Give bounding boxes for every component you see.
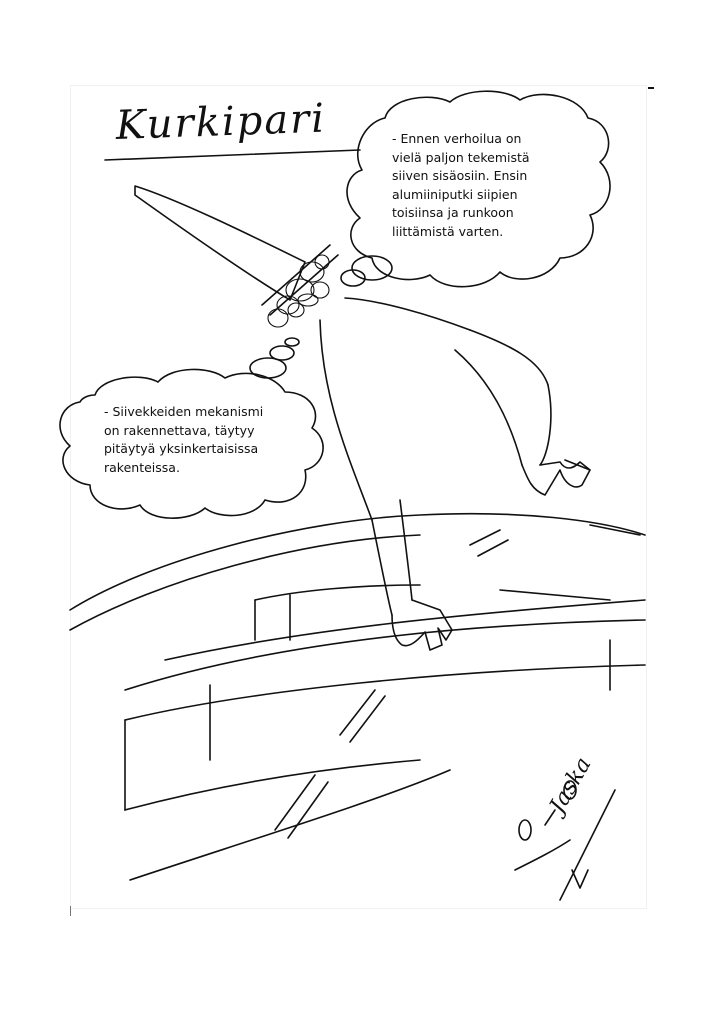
thought-line: alumiiniputki siipien <box>392 186 518 202</box>
hat-brim <box>262 245 330 305</box>
thought-line: - Siivekkeiden mekanismi <box>104 404 264 419</box>
bottom-diag-2 <box>515 840 570 870</box>
thought-line: vielä paljon tekemistä <box>392 149 530 165</box>
rib-box-d <box>500 590 610 600</box>
thought-dot-left-2 <box>270 346 294 360</box>
thought-line: - Ennen verhoilua on <box>392 131 522 146</box>
arm-right-inner <box>455 350 522 465</box>
thought-dot-left-3 <box>285 338 299 346</box>
arm-right-outer <box>540 385 551 465</box>
spar-top-2 <box>165 600 645 660</box>
rib-box-c <box>255 585 420 600</box>
thought-line: rakenteissa. <box>104 459 180 475</box>
thought-text-right <box>392 130 530 241</box>
page-title: Kurkipari <box>115 95 327 149</box>
thought-line: toisiinsa ja runkoon <box>392 205 514 220</box>
thought-line: siiven sisäosiin. Ensin <box>392 168 528 183</box>
thought-line: pitäytyä yksinkertaisissa <box>104 441 259 456</box>
hand-right <box>522 462 590 495</box>
torso-left <box>320 320 372 520</box>
arm-left-outer <box>372 520 392 615</box>
thought-dot-left-1 <box>250 358 286 378</box>
title-underline <box>105 150 360 160</box>
torso-right <box>345 298 470 330</box>
sketch-one <box>545 810 555 825</box>
thought-text-left <box>104 403 263 477</box>
rib-lower <box>125 760 420 810</box>
bar-1 <box>340 690 385 742</box>
bottom-line <box>130 770 450 880</box>
thought-line: liittämistä varten. <box>392 223 504 239</box>
spar-bottom <box>125 665 645 720</box>
hat <box>135 186 305 300</box>
hand-left <box>392 600 452 650</box>
thought-line: on rakennettava, täytyy <box>104 422 255 438</box>
bar-3 <box>470 530 508 556</box>
spar-top <box>125 620 645 690</box>
bar-2 <box>275 775 328 838</box>
sketch-zero-1 <box>519 820 531 840</box>
artist-signature: Jaska <box>545 753 597 818</box>
shoulder-right <box>470 330 548 385</box>
